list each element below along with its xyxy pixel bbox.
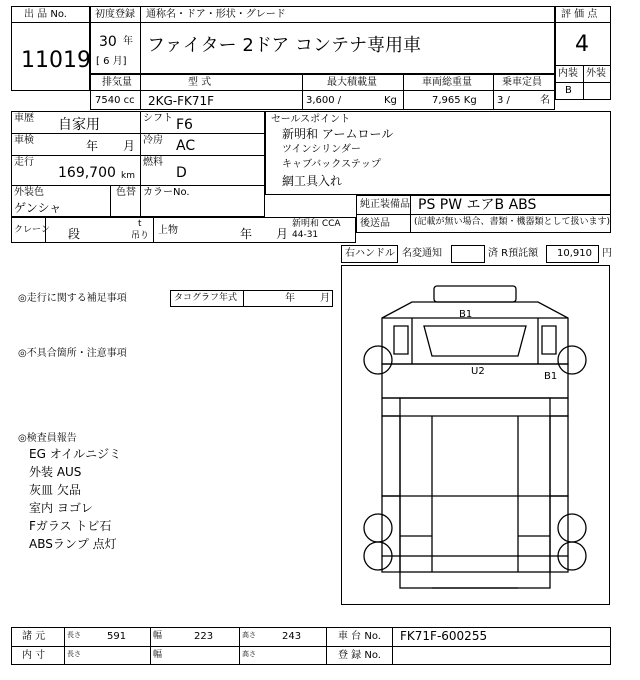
score-label: 評 価 点 xyxy=(561,9,598,20)
exterior-grade-label: 外装 xyxy=(586,68,606,79)
postscript-label: 後送品 xyxy=(360,218,390,229)
model-grade-label: 通称名・ドア・形状・グレード xyxy=(146,9,286,20)
registration-year-unit: 年 xyxy=(123,36,133,47)
loading-label: 上物 xyxy=(158,225,178,236)
inspection-year-unit: 年 xyxy=(86,139,99,153)
inner-width-label: 幅 xyxy=(153,650,163,660)
mileage: 169,700 xyxy=(58,165,116,181)
sales-point-item: 網工具入れ xyxy=(282,174,343,188)
truck-diagram xyxy=(342,266,609,604)
recycle-amount: 10,910 xyxy=(557,248,592,259)
gross-weight: 7,965 Kg xyxy=(432,95,477,106)
capacity: 3 / xyxy=(497,95,510,106)
displacement: 7540 cc xyxy=(95,95,135,106)
body-color: ゲンシャ xyxy=(14,201,62,215)
mileage-label: 走行 xyxy=(14,157,34,168)
length-label: 長さ xyxy=(67,631,81,639)
fuel-label: 燃料 xyxy=(143,157,163,168)
inspector-note: ABSランプ 点灯 xyxy=(29,537,117,551)
gross-weight-label: 車両総重量 xyxy=(422,77,472,88)
damage-mark: U2 xyxy=(471,366,485,377)
inner-length-label: 長さ xyxy=(67,650,81,658)
sales-points-label: セールスポイント xyxy=(271,114,351,125)
capacity-unit: 名 xyxy=(540,95,550,106)
inner-height-label: 高さ xyxy=(242,650,256,658)
damage-mark: B1 xyxy=(544,371,558,382)
inspection-label: 車検 xyxy=(14,135,34,146)
vehicle-name: ファイター 2ドア コンテナ専用車 xyxy=(147,35,421,56)
model-code: 2KG-FK71F xyxy=(148,94,215,108)
sales-point-item: キャブバックステップ xyxy=(282,159,381,170)
ac-label: 冷房 xyxy=(143,135,163,146)
crane-ton-unit: t xyxy=(138,219,142,229)
mileage-unit: km xyxy=(121,171,135,181)
inspector-note: 外装 AUS xyxy=(29,465,82,479)
fuel-type: D xyxy=(176,165,187,181)
inspector-note: 室内 ヨゴレ xyxy=(29,501,93,515)
crane-stage-unit: 段 xyxy=(68,227,81,241)
max-load-unit: Kg xyxy=(384,95,397,106)
overall-score: 4 xyxy=(575,32,589,57)
chassis-number: FK71F-600255 xyxy=(400,629,488,643)
width-value: 223 xyxy=(194,631,214,642)
sales-point-item: ツインシリンダー xyxy=(282,144,361,155)
defects-label: ◎不具合箇所・注意事項 xyxy=(18,348,127,359)
right-hand-label: 右ハンドル xyxy=(345,248,395,259)
registration-date-label: 初度登録 xyxy=(95,9,135,20)
vehicle-history: 自家用 xyxy=(58,117,100,133)
max-load: 3,600 / xyxy=(306,95,342,106)
loading-year-unit: 年 xyxy=(240,227,253,241)
postscript-note: (記載が無い場合、書類・機器類として扱います) xyxy=(414,217,611,227)
color-number-label: カラーNo. xyxy=(143,187,190,198)
type-label: 型 式 xyxy=(188,77,212,88)
damage-mark: B1 xyxy=(459,309,473,320)
displacement-label: 排気量 xyxy=(102,77,132,88)
inspector-note: Fガラス トビ石 xyxy=(29,519,112,533)
tachograph-year-unit: 年 xyxy=(285,293,295,304)
width-label: 幅 xyxy=(153,631,163,641)
name-change-label: 名変通知 xyxy=(402,248,442,259)
inspector-note: 灰皿 欠品 xyxy=(29,483,81,497)
inspector-note: EG オイルニジミ xyxy=(29,447,122,461)
color-change-label: 色替 xyxy=(116,187,136,198)
chassis-label: 車 台 No. xyxy=(338,631,381,642)
loading-month-unit: 月 xyxy=(276,227,289,241)
height-value: 243 xyxy=(282,631,302,642)
inner-dimensions-label: 内 寸 xyxy=(22,650,46,661)
lot-number-label: 出 品 No. xyxy=(24,9,67,20)
tachograph-label: タコグラフ年式 xyxy=(174,293,238,303)
lot-number: 11019 xyxy=(21,48,91,73)
shift-label: シフト xyxy=(143,113,173,124)
length-value: 591 xyxy=(107,631,127,642)
specs-label: 諸 元 xyxy=(22,631,46,642)
driving-notes-label: ◎走行に関する補足事項 xyxy=(18,293,127,304)
max-load-label: 最大積載量 xyxy=(327,77,377,88)
registration-number-label: 登 録 No. xyxy=(338,650,381,661)
tachograph-month-unit: 月 xyxy=(320,293,330,304)
loading-maker: 新明和 CCA xyxy=(292,219,341,229)
inspection-month-unit: 月 xyxy=(123,139,136,153)
air-conditioning: AC xyxy=(176,138,196,154)
damage-diagram xyxy=(341,265,610,605)
name-change-checkbox xyxy=(451,245,485,263)
registration-month: [ 6 月] xyxy=(96,56,127,67)
shift-type: F6 xyxy=(176,117,193,133)
equipment-list: PS PW エアB ABS xyxy=(418,197,537,213)
equipment-label: 純正装備品 xyxy=(360,199,410,210)
sales-point-item: 新明和 アームロール xyxy=(282,127,394,141)
loading-model: 44-31 xyxy=(292,230,319,240)
crane-hang-unit: 吊り xyxy=(131,231,150,241)
inspector-report-label: ◎検査員報告 xyxy=(18,433,77,444)
yen-label: 円 xyxy=(602,248,612,259)
height-label: 高さ xyxy=(242,631,256,639)
interior-grade-label: 内装 xyxy=(558,68,578,79)
recycle-label: 済 R預託額 xyxy=(488,248,539,259)
history-label: 車歴 xyxy=(14,113,34,124)
registration-year: 30 xyxy=(99,34,117,50)
crane-label: クレーン xyxy=(14,225,50,235)
color-label: 外装色 xyxy=(14,187,44,198)
capacity-label: 乗車定員 xyxy=(502,77,542,88)
interior-grade: B xyxy=(565,85,572,96)
